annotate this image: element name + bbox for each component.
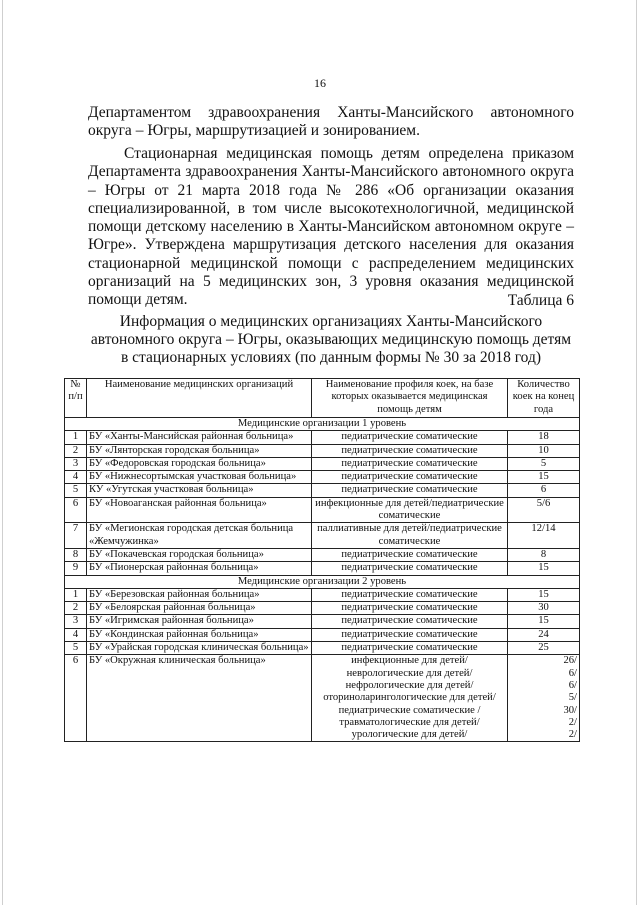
beds-line: 6/ (568, 667, 577, 679)
organizations-table (64, 378, 580, 742)
level-2-row (65, 575, 580, 588)
cell-org: БУ «Окружная клиническая больница» (87, 655, 312, 742)
cell-beds: 8 (508, 548, 580, 561)
beds-line: 6/ (568, 679, 577, 691)
cell-org: БУ «Нижнесортымская участковая больница» (87, 471, 312, 484)
cell-num: 3 (65, 457, 87, 470)
page-number: 16 (314, 76, 326, 90)
table-row (65, 642, 580, 655)
cell-org: БУ «Пионерская районная больница» (87, 562, 312, 575)
cell-org: БУ «Покачевская городская больница» (87, 548, 312, 561)
cell-org: БУ «Урайская городская клиническая больница» (87, 642, 312, 655)
cell-profile: педиатрические соматические (312, 642, 508, 655)
table-row (65, 602, 580, 615)
profile-line: травматологические для детей/ (339, 716, 480, 728)
table-row (65, 484, 580, 497)
cell-org: БУ «Березовская районная больница» (87, 588, 312, 601)
cell-num: 1 (65, 431, 87, 444)
cell-profile-list (312, 655, 508, 742)
cell-profile: педиатрические соматические (312, 615, 508, 628)
cell-beds: 15 (508, 471, 580, 484)
cell-org: БУ «Федоровская городская больница» (87, 457, 312, 470)
cell-profile: педиатрические соматические (312, 431, 508, 444)
cell-num: 5 (65, 642, 87, 655)
table-title: Информация о медицинских организациях Ханты-Мансийского автономного округа – Югры, оказывающих медицинскую помощь детям в стационарных условиях (по данным формы № 30 за 2018 год) (90, 313, 572, 366)
cell-num: 3 (65, 615, 87, 628)
cell-beds: 15 (508, 588, 580, 601)
table-header-row (65, 379, 580, 418)
cell-num: 2 (65, 602, 87, 615)
table-row (65, 615, 580, 628)
cell-num: 6 (65, 497, 87, 523)
table-row (65, 562, 580, 575)
header-num: № п/п (65, 379, 87, 418)
cell-profile: педиатрические соматические (312, 628, 508, 641)
cell-org: БУ «Лянторская городская больница» (87, 444, 312, 457)
cell-beds: 18 (508, 431, 580, 444)
table-row (65, 497, 580, 523)
cell-profile: педиатрические соматические (312, 444, 508, 457)
page-edge-left (2, 0, 3, 905)
profile-line: неврологические для детей/ (346, 667, 473, 679)
level-1-heading: Медицинские организации 1 уровень (65, 418, 580, 431)
cell-beds: 15 (508, 562, 580, 575)
cell-num: 8 (65, 548, 87, 561)
cell-num: 4 (65, 471, 87, 484)
cell-num: 1 (65, 588, 87, 601)
table-row (65, 444, 580, 457)
profile-line: оториноларингологические для детей/ (323, 692, 496, 704)
cell-org: КУ «Угутская участковая больница» (87, 484, 312, 497)
paragraph-continued: Департаментом здравоохранения Ханты-Мансийского автономного округа – Югры, маршрутизацией и зонированием. (88, 104, 574, 140)
cell-profile: педиатрические соматические (312, 588, 508, 601)
cell-beds-list (508, 655, 580, 742)
cell-profile: паллиативные для детей/педиатрические соматические (312, 523, 508, 549)
table-row (65, 471, 580, 484)
cell-org: БУ «Мегионская городская детская больница «Жемчужинка» (87, 523, 312, 549)
table-label: Таблица 6 (507, 292, 574, 309)
cell-profile: педиатрические соматические (312, 484, 508, 497)
paragraph-inpatient-care: Стационарная медицинская помощь детям определена приказом Департамента здравоохранения Ханты-Мансийского автономного округа – Югры от 21 марта 2018 года № 286 «Об организации оказания специализированной, в том числе высокотехнологичной, медицинской помощи детскому населению в Ханты-Мансийском автономном округе – Югре». Утверждена маршрутизация детского населения для оказания стационарной медицинской помощи с распределением медицинских организаций на 5 медицинских зон, 3 уровня оказания медицинской помощи детям. (88, 145, 574, 309)
table-row (65, 431, 580, 444)
cell-profile: педиатрические соматические (312, 562, 508, 575)
profile-line: инфекционные для детей/ (351, 655, 468, 667)
profile-line: нефрологические для детей/ (345, 679, 474, 691)
cell-beds: 5/6 (508, 497, 580, 523)
cell-num: 5 (65, 484, 87, 497)
cell-org: БУ «Новоаганская районная больница» (87, 497, 312, 523)
beds-line: 2/ (568, 716, 577, 728)
cell-org: БУ «Кондинская районная больница» (87, 628, 312, 641)
cell-num: 7 (65, 523, 87, 549)
table-row (65, 628, 580, 641)
beds-line: 2/ (568, 729, 577, 741)
cell-beds: 30 (508, 602, 580, 615)
table-row (65, 588, 580, 601)
cell-beds: 24 (508, 628, 580, 641)
level-1-row (65, 418, 580, 431)
table-row (65, 655, 580, 742)
cell-profile: педиатрические соматические (312, 457, 508, 470)
cell-org: БУ «Белоярская районная больница» (87, 602, 312, 615)
profile-line: урологические для детей/ (351, 729, 468, 741)
cell-num: 2 (65, 444, 87, 457)
cell-org: БУ «Ханты-Мансийская районная больница» (87, 431, 312, 444)
cell-beds: 10 (508, 444, 580, 457)
cell-profile: педиатрические соматические (312, 602, 508, 615)
table-row (65, 523, 580, 549)
cell-org: БУ «Игримская районная больница» (87, 615, 312, 628)
cell-beds: 15 (508, 615, 580, 628)
beds-line: 30/ (563, 704, 577, 716)
level-2-heading: Медицинские организации 2 уровень (65, 575, 580, 588)
cell-beds: 6 (508, 484, 580, 497)
cell-num: 6 (65, 655, 87, 742)
cell-num: 9 (65, 562, 87, 575)
cell-beds: 12/14 (508, 523, 580, 549)
cell-num: 4 (65, 628, 87, 641)
header-profile: Наименование профиля коек, на базе которых оказывается медицинская помощь детям (312, 379, 508, 418)
page-edge-right (636, 0, 637, 905)
cell-beds: 25 (508, 642, 580, 655)
beds-line: 5/ (568, 692, 577, 704)
cell-profile: инфекционные для детей/педиатрические соматические (312, 497, 508, 523)
cell-profile: педиатрические соматические (312, 548, 508, 561)
beds-line: 26/ (563, 655, 577, 667)
profile-line: педиатрические соматические / (338, 704, 481, 716)
header-beds: Количество коек на конец года (508, 379, 580, 418)
header-org: Наименование медицинских организаций (87, 379, 312, 418)
cell-beds: 5 (508, 457, 580, 470)
table-row (65, 457, 580, 470)
cell-profile: педиатрические соматические (312, 471, 508, 484)
table-row (65, 548, 580, 561)
